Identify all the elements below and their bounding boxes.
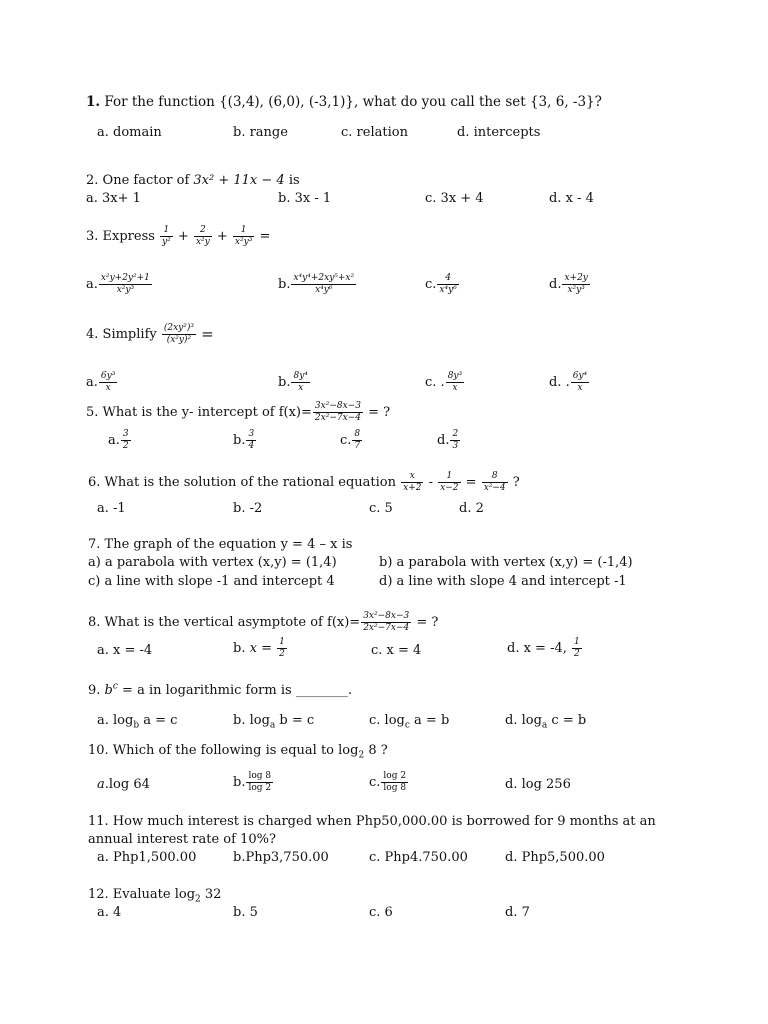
fraction: $\frac{8}{\text{x²−4}}$ [483,471,506,493]
choice-c: c. relation [341,125,408,140]
question-2 [86,174,300,187]
question-text: 6. What is the solution of the rational equation [88,475,401,490]
fraction: $\frac{x}{x+2}$ [403,471,422,493]
choice-c: c. . $\frac{\text{8y³}}{x}$ [425,371,463,393]
choice-d: d. $\frac{2}{3}$ [437,429,459,451]
fraction: $\frac{\text{8y⁴}}{x}$ [293,371,308,393]
question-11-line-1: 11. How much interest is charged when Php50,000.00 is borrowed for 9 months at an [88,814,656,829]
equals-sign: = [201,325,214,343]
choice-d: d. $\log_a c = b$ [505,713,587,731]
fraction: $\frac{3}{2}$ [122,429,129,451]
choice-d: d. 2 [459,501,484,516]
choice-b: b.Php3,750.00 [233,850,329,865]
fraction: $\frac{1}{\text{x²y³}}$ [234,225,253,247]
math-expression: 3x² + 11x − 4 [193,173,285,188]
choice-d: d. Php5,500.00 [505,850,605,865]
choice-b: b. 3x - 1 [278,191,332,206]
choice-c: c. 5 [369,501,393,516]
question-text: 12. Evaluate log [88,887,196,902]
question-text: 3. Express [86,229,160,244]
choice-c: c. $\frac{\log 2}{\log 8}$ [369,771,407,793]
fraction: $\frac{\text{8y³}}{x}$ [447,371,463,393]
choice-b: b) a parabola with vertex (x,y) = (-1,4) [379,555,633,570]
question-suffix: is [284,173,300,188]
fraction: $\frac{\text{3x²−8x−3}}{\text{2x²−7x−4}}$ [363,611,410,633]
choice-a: a. -1 [97,501,126,516]
choice-d: d. x = -4, $\frac{1}{2}$ [507,637,580,659]
choice-d: d. . $\frac{\text{6y⁴}}{x}$ [549,371,588,393]
question-11-line-2: annual interest rate of 10%? [88,832,276,847]
choice-d: d. intercepts [457,125,541,140]
question-text: 8. What is the vertical asymptote of f(x)= [88,615,361,630]
choice-d: d. log 256 [505,777,571,792]
choice-a: a.log 64 [97,777,150,792]
choice-a: a. domain [97,125,162,140]
equals-sign: = [465,475,477,490]
question-1 [86,96,602,110]
fraction: $\frac{1}{x-2}$ [440,471,459,493]
choice-a: a. $\frac{\text{6y³}}{x}$ [86,371,116,393]
question-10: 10. Which of the following is equal to $\log_2 8$ ? [88,743,388,761]
fraction: $\frac{\text{6y⁴}}{x}$ [572,371,588,393]
question-suffix: ? [512,475,520,490]
fraction: $\frac{1}{\text{y²}}$ [162,225,171,247]
question-9: 9. $b^c = a$ in logarithmic form is ________. [88,681,352,698]
choice-c: c. $\frac{4}{\text{x⁴y⁶}}$ [425,273,457,295]
choice-d: d) a line with slope 4 and intercept -1 [379,574,627,589]
fraction: $\frac{8}{7}$ [354,429,361,451]
question-text: = a in logarithmic form is ________. [117,683,352,698]
choice-b: b. -2 [233,501,263,516]
fraction: $\frac{\text{(2xy²)³}}{\text{(x²y)²}}$ [163,323,194,345]
fraction: $\frac{\text{x²y+2y²+1}}{\text{x²y³}}$ [100,273,150,295]
fraction: $\frac{4}{\text{x⁴y⁶}}$ [439,273,457,295]
choice-c: c. $\frac{8}{7}$ [340,429,361,451]
choice-b: b. $\frac{\text{x⁴y⁴+2xy⁵+x²}}{\text{x⁴y⁶}}$ [278,273,355,295]
fraction: $\frac{1}{2}$ [279,637,285,659]
choice-c: c. 6 [369,905,393,920]
choice-d: d. x - 4 [549,191,594,206]
choice-c: c. Php4.750.00 [369,850,468,865]
choice-b: b. range [233,125,288,140]
fraction: $\frac{\log 8}{\log 2}$ [248,771,272,793]
choice-b: b. $\frac{\text{8y⁴}}{x}$ [278,371,308,393]
fraction: $\frac{\log 2}{\log 8}$ [383,771,407,793]
fraction: $\frac{2}{3}$ [452,429,459,451]
plus-sign: + [216,229,228,244]
question-suffix: = ? [368,405,391,420]
choice-c: c. x = 4 [371,643,422,658]
question-text: 2. One factor of [86,173,194,188]
choice-a: a) a parabola with vertex (x,y) = (1,4) [88,555,337,570]
question-number: 1. [86,94,101,110]
equals-sign: = [259,229,271,244]
question-text: 4. Simplify [86,327,161,342]
choice-a: a. Php1,500.00 [97,850,197,865]
choice-d: d. 7 [505,905,530,920]
question-6 [88,472,520,493]
choice-b: b. 5 [233,905,258,920]
question-text: 5. What is the y- intercept of f(x)= [86,405,312,420]
choice-d: d. $\frac{x+2y}{\text{x²y³}}$ [549,273,588,295]
choice-a: a. 4 [97,905,122,920]
fraction: $\frac{3}{4}$ [248,429,255,451]
choice-b: b. $\frac{3}{4}$ [233,429,255,451]
minus-sign: - [428,475,434,490]
choice-c: c. $\log_c a = b$ [369,713,450,731]
choice-c: c. 3x + 4 [425,191,484,206]
fraction: $\frac{\text{x⁴y⁴+2xy⁵+x²}}{\text{x⁴y⁶}}$ [293,273,355,295]
choice-a: a. $\frac{3}{2}$ [108,429,129,451]
question-suffix: = ? [416,615,439,630]
choice-a: a. $\log_b a = c$ [97,713,178,731]
question-12: 12. Evaluate $\log_2 32$ [88,887,222,905]
choice-c: c) a line with slope -1 and intercept 4 [88,574,335,589]
choice-b: b. $\frac{\log 8}{\log 2}$ [233,771,272,793]
fraction: $\frac{2}{\text{x²y}}$ [195,225,210,247]
question-8 [88,612,438,633]
fraction: $\frac{x+2y}{\text{x²y³}}$ [564,273,588,295]
plus-sign: + [177,229,189,244]
choice-a: a. x = -4 [97,643,153,658]
fraction: $\frac{1}{2}$ [574,637,580,659]
question-text: 10. Which of the following is equal to log [88,743,359,758]
fraction: $\frac{\text{3x²−8x−3}}{\text{2x²−7x−4}}$ [314,401,361,423]
question-4 [86,324,214,345]
choice-a: a. 3x+ 1 [86,191,141,206]
choice-b: b. $\log_a b = c$ [233,713,315,731]
choice-b: b. x = $\frac{1}{2}$ [233,637,285,659]
question-3 [86,226,270,247]
question-5 [86,402,390,423]
choice-a: a. $\frac{\text{x²y+2y²+1}}{\text{x²y³}}$ [86,273,150,295]
question-7: 7. The graph of the equation y = 4 – x is [88,537,353,552]
question-text: For the function {(3,4), (6,0), (-3,1)}, what do you call the set {3, 6, -3}? [100,94,602,110]
fraction: $\frac{\text{6y³}}{x}$ [100,371,116,393]
